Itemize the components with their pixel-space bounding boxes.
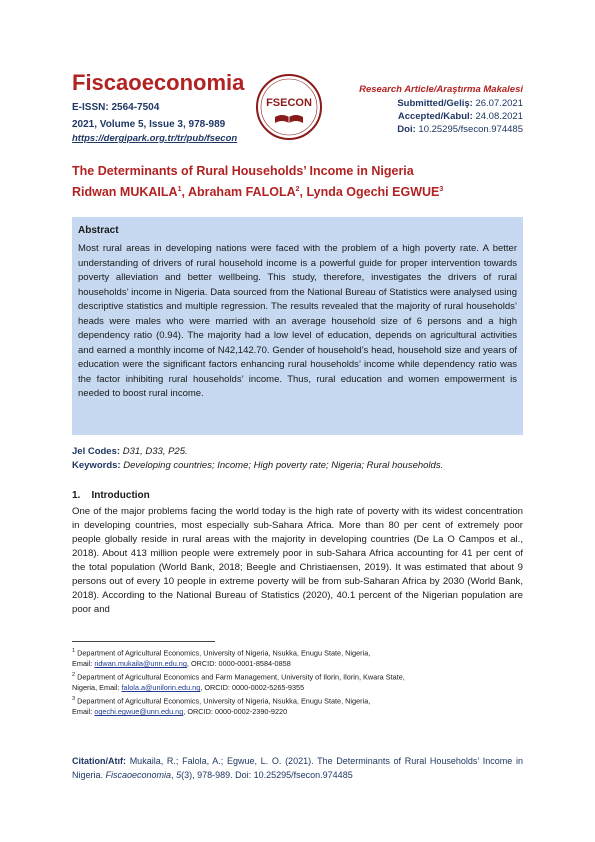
abstract-text: Most rural areas in developing nations were faced with the problem of a high poverty rate. A better understanding of drivers of rural household income is a powerful guide for proper intervention towards poverty alleviation and better wellbeing. This study, therefore, investigates the drivers of rural households’ income in Nigeria. Data sourced from the National Bureau of Statistics were analysed using descriptive statistics and multiple regression. The results revealed that the majority of rural households’ heads were males who were married with an average household size of 6 persons and a high dependency ratio (0.94). The majority had a low level of education, depends on agricultural activities and earned a monthly income of N42,142.70. Gender of household’s head, household size and years of education were the significant factors enhancing rural households’ income while dependency ratio was the factor inhibiting rural households’ income. Thus, rural education and women empowerment is needed to boost rural income.	[78, 243, 517, 399]
email-link[interactable]: falola.a@unilorin.edu.ng	[121, 683, 201, 693]
citation: Citation/Atıf: Mukaila, R.; Falola, A.; Egwue, L. O. (2021). The Determinants of Rural Households’ Income in Nigeria. Fiscaoeconomia, 5(3), 978-989. Doi: 10.25295/fsecon.974485	[72, 756, 523, 780]
footnotes: $^1$ Department of Agricultural Economics, University of Nigeria, Nsukka, Enugu State, Nigeria, Email: ridwan.mukaila@unn.edu.ng, ORCID: 0000-0001-8584-0858 $^2$ Department of Agricultural Economics and Farm Management, University of Ilorin, Ilorin, Kwara State, Nigeria, Email: falola.a@unilorin.edu.ng, ORCID: 0000-0002-5265-9355 $^3$ Department of Agricultural Economics, University of Nigeria, Nsukka, Enugu State, Nigeria, Email: ogechi.egwue@unn.edu.ng, ORCID: 0000-0002-2390-9220	[72, 646, 523, 718]
fsecon-logo	[255, 73, 323, 141]
author-name: Ridwan MUKAILA	[72, 185, 178, 199]
abstract-box	[72, 217, 523, 435]
volume-issue: 2021, Volume 5, Issue 3, 978-989	[72, 119, 226, 130]
doi: Doi: 10.25295/fsecon.974485	[397, 124, 523, 135]
footnote: $^2$ Department of Agricultural Economics and Farm Management, University of Ilorin, Ilorin, Kwara State,	[72, 672, 405, 682]
article-type: Research Article/Araştırma Makalesi	[359, 84, 523, 95]
author-name: Lynda Ogechi EGWUE	[306, 185, 440, 199]
footnote: $^3$ Department of Agricultural Economics, University of Nigeria, Nsukka, Enugu State, Nigeria,	[72, 696, 371, 706]
article-title: The Determinants of Rural Households’ Income in Nigeria	[72, 164, 414, 178]
author-list: Ridwan MUKAILA$^1$, Abraham FALOLA$^2$, Lynda Ogechi EGWUE$^3$	[72, 185, 444, 199]
keywords: Keywords: Developing countries; Income; High poverty rate; Nigeria; Rural households.	[72, 460, 444, 471]
eissn: E-ISSN: 2564-7504	[72, 102, 160, 113]
journal-url-link[interactable]: https://dergipark.org.tr/tr/pub/fsecon	[72, 133, 238, 144]
email-link[interactable]: ogechi.egwue@unn.edu.ng	[94, 707, 184, 717]
accepted-date: Accepted/Kabul: 24.08.2021	[397, 111, 523, 122]
abstract-heading: Abstract	[78, 225, 119, 236]
jel-codes: Jel Codes: D31, D33, P25.	[72, 446, 188, 457]
footnote-divider	[72, 641, 215, 642]
footnote: $^1$ Department of Agricultural Economics, University of Nigeria, Nsukka, Enugu State, Nigeria,	[72, 648, 371, 658]
introduction-text: One of the major problems facing the world today is the high rate of poverty with its widest concentration in developing countries, most especially sub-Sahara Africa. More than 80 per cent of extremely poor people globally reside in rural areas with the majority in developing countries (De La O Campos et al., 2018). About 413 million people were extremely poor in sub-Sahara Africa accounting for 41 per cent of the total population (World Bank, 2018; Beegle and Christiaensen, 2019). It was estimated that about 9 persons out of every 10 people in extreme poverty will be from sub-Saharan Africa by 2030 (World Bank, 2018). According to the National Bureau of Statistics (2020), 40.1 percent of the Nigerian population are poor and	[72, 506, 523, 615]
logo-text: FSECON	[266, 97, 312, 109]
submitted-date: Submitted/Geliş: 26.07.2021	[397, 98, 523, 109]
journal-name: Fiscaoeconomia	[72, 70, 245, 95]
author-name: Abraham FALOLA	[187, 185, 296, 199]
email-link[interactable]: ridwan.mukaila@unn.edu.ng	[94, 659, 187, 669]
section-heading: 1. Introduction	[72, 490, 150, 501]
